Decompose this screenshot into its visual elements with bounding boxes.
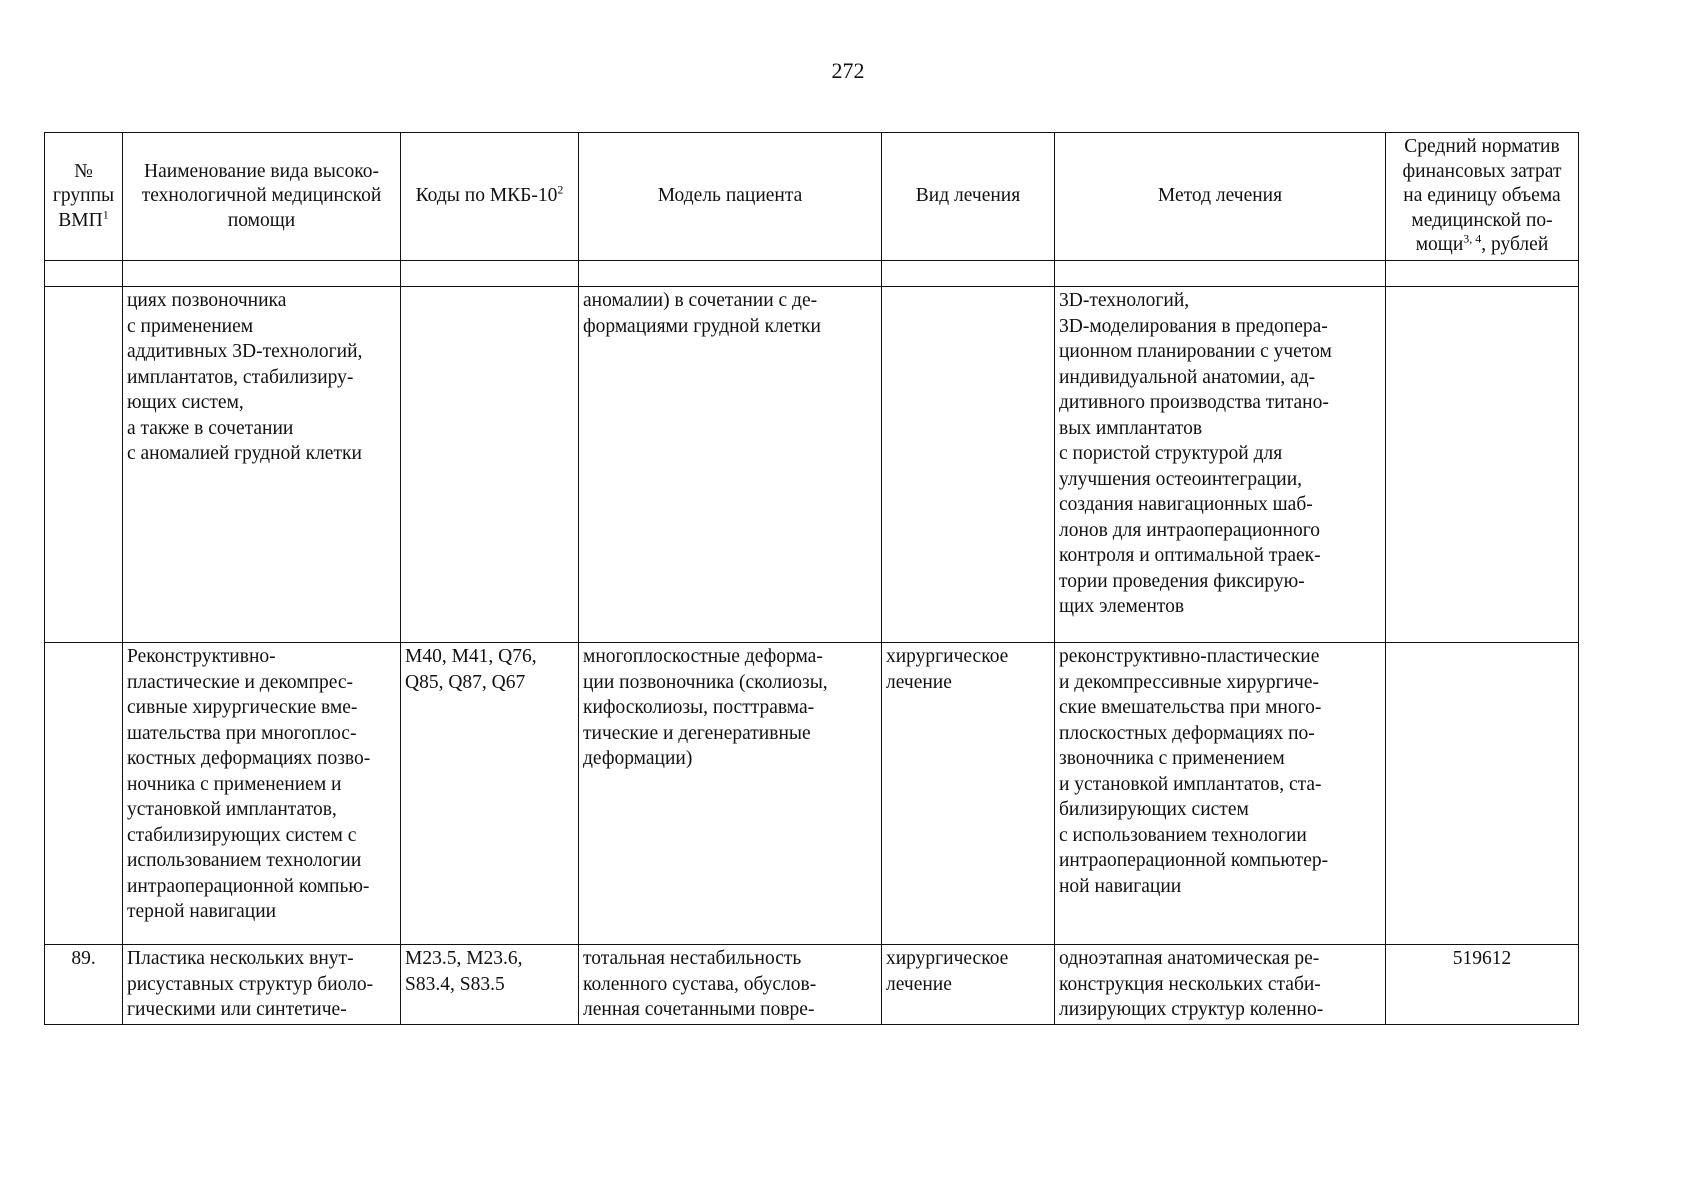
cell-codes: M40, M41, Q76, Q85, Q87, Q67 — [401, 643, 579, 945]
vmp-table — [44, 132, 1579, 1025]
page-number: 272 — [831, 58, 865, 83]
cell-model: аномалии) в сочетании с де- формациями грудной клетки — [579, 287, 882, 643]
table-row — [45, 643, 1579, 945]
cell-type: хирургическое лечение — [882, 643, 1055, 945]
spacer-row — [45, 261, 1579, 287]
cell-group — [45, 287, 123, 643]
cell-codes: M23.5, M23.6, S83.4, S83.5 — [401, 945, 579, 1025]
header-treatment-method: Метод лечения — [1055, 133, 1386, 261]
header-group-number: № группы ВМП$^1$ — [45, 133, 123, 261]
cell-type: хирургическое лечение — [882, 945, 1055, 1025]
cell-method: 3D-технологий, 3D-моделирования в предопера- ционном планировании с учетом индивидуальной анатомии, ад- дитивного производства титано- вых имплантатов с пористой структурой для улучшения остеоинтеграции, создания навигационных шаб- лонов для интраоперационного контроля и оптимальной траек- тории проведения фиксирую- щих элементов — [1055, 287, 1386, 643]
cell-codes — [401, 287, 579, 643]
cell-type — [882, 287, 1055, 643]
cell-model: многоплоскостные деформа- ции позвоночника (сколиозы, кифосколиозы, посттравма- тические и дегенеративные деформации) — [579, 643, 882, 945]
header-avg-cost: Средний норматив финансовых затрат на единицу объема медицинской по- мощи$^{3, 4}$, рублей — [1386, 133, 1579, 261]
cell-name: Пластика нескольких внут- рисуставных структур биоло- гическими или синтетиче- — [123, 945, 401, 1025]
cell-group — [45, 643, 123, 945]
header-care-name: Наименование вида высоко- технологичной медицинской помощи — [123, 133, 401, 261]
cell-name: циях позвоночника с применением аддитивных 3D-технологий, имплантатов, стабилизиру- ющих систем, а также в сочетании с аномалией грудной клетки — [123, 287, 401, 643]
header-patient-model: Модель пациента — [579, 133, 882, 261]
cell-name: Реконструктивно- пластические и декомпрес- сивные хирургические вме- шательства при многоплос- костных деформациях позво- ночника с применением и установкой имплантатов, стабилизирующих систем с использованием технологии интраоперационной компью- терной навигации — [123, 643, 401, 945]
cell-model: тотальная нестабильность коленного сустава, обуслов- ленная сочетанными повре- — [579, 945, 882, 1025]
table-row — [45, 287, 1579, 643]
cell-method: одноэтапная анатомическая ре- конструкция нескольких стаби- лизирующих структур коленно- — [1055, 945, 1386, 1025]
cell-cost: 519612 — [1386, 945, 1579, 1025]
cell-cost — [1386, 643, 1579, 945]
header-treatment-type: Вид лечения — [882, 133, 1055, 261]
cell-cost — [1386, 287, 1579, 643]
header-row — [45, 133, 1579, 261]
cell-method: реконструктивно-пластические и декомпрессивные хирургиче- ские вмешательства при много- плоскостных деформациях по- звоночника с применением и установкой имплантатов, ста- билизирующих систем с использованием технологии интраоперационной компьютер- ной навигации — [1055, 643, 1386, 945]
cell-group: 89. — [45, 945, 123, 1025]
header-icd-codes: Коды по МКБ-$10^2$ — [401, 133, 579, 261]
table-row — [45, 945, 1579, 1025]
